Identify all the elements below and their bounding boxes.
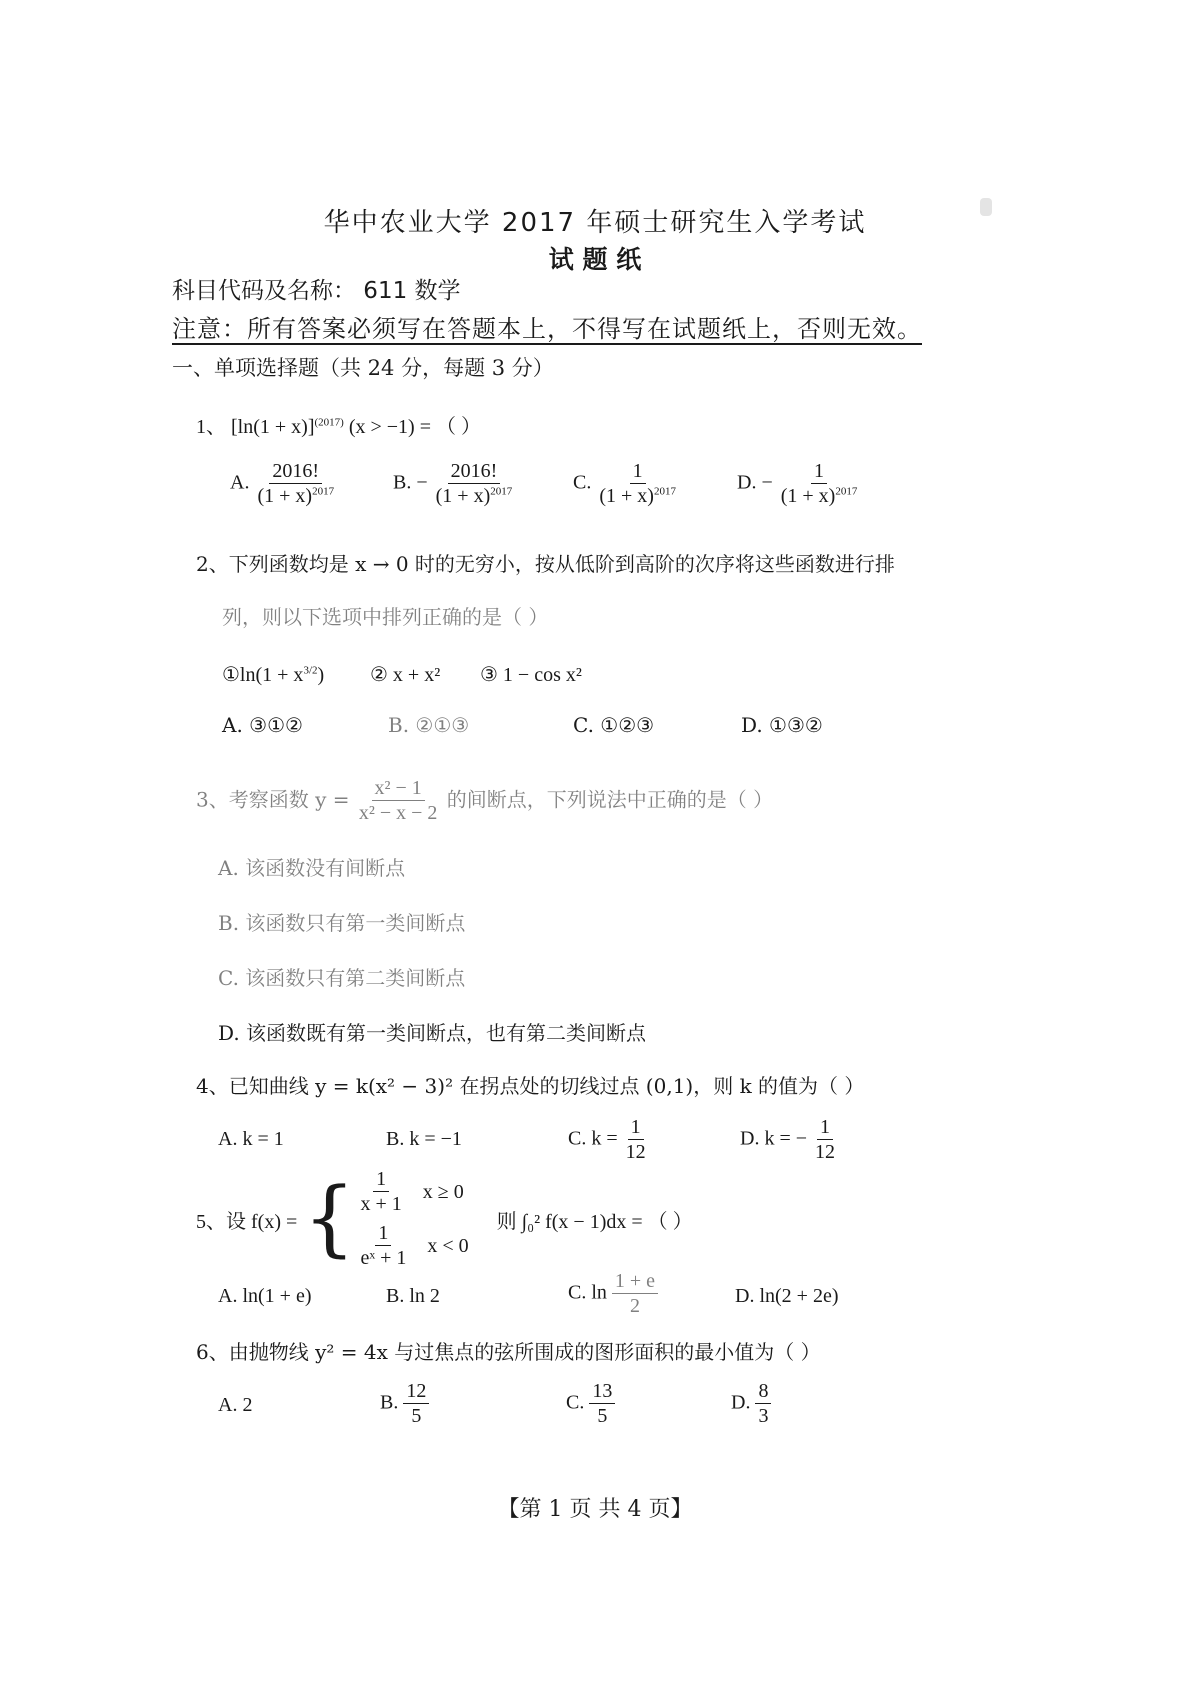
q5-option-c	[568, 1270, 658, 1318]
q5-prefix: 5、设 f(x) =	[196, 1210, 298, 1233]
question-1	[196, 410, 481, 439]
page-footer: 【第 1 页 共 4 页】	[497, 1497, 693, 1522]
q6-option-b	[380, 1380, 429, 1428]
function-exponent: 3/2	[303, 664, 318, 677]
option-label: D.	[731, 1391, 751, 1414]
case-condition: x < 0	[427, 1234, 469, 1257]
case-condition: x ≥ 0	[422, 1180, 464, 1203]
option-label: C.	[573, 471, 592, 494]
exam-subtitle: 试 题 纸	[548, 245, 642, 274]
case-row-1	[357, 1168, 468, 1216]
option-label: A.	[230, 471, 250, 494]
option-label: C.	[566, 1391, 585, 1414]
option-label: B.	[380, 1391, 399, 1414]
q4-option-b: B. k = −1	[386, 1128, 462, 1150]
fraction-denominator: eˣ + 1	[360, 1247, 407, 1269]
q2-function-1	[222, 662, 324, 687]
option-label: C. ln	[568, 1281, 607, 1304]
fraction-numerator: 1	[375, 1222, 391, 1246]
case-row-2	[357, 1222, 468, 1270]
section-heading: 一、单项选择题（共 24 分，每题 3 分）	[172, 356, 554, 380]
fraction-numerator: 1	[373, 1168, 389, 1192]
piecewise-function	[303, 1168, 468, 1270]
fraction-denominator: 12	[815, 1141, 836, 1163]
fraction-numerator: x² − 1	[372, 777, 425, 801]
fraction-denominator: 12	[625, 1141, 646, 1163]
q5-option-a: A. ln(1 + e)	[218, 1285, 312, 1307]
q2-stem-line1: 2、下列函数均是 x → 0 时的无穷小，按从低阶到高阶的次序将这些函数进行排	[196, 552, 895, 576]
q6-option-d	[731, 1380, 771, 1428]
q3-option-b: B. 该函数只有第一类间断点	[218, 911, 466, 935]
q1-option-b	[393, 460, 515, 508]
fraction-denominator: (1 + x)	[780, 485, 836, 507]
option-label: D. k = −	[740, 1127, 808, 1150]
q1-number: 1、	[196, 416, 226, 438]
question-5	[196, 1168, 693, 1270]
q1-option-d	[737, 460, 860, 508]
q6-stem: 6、由抛物线 y² = 4x 与过焦点的弦所围成的图形面积的最小值为（ ）	[196, 1340, 821, 1364]
fraction-numerator: 1	[630, 460, 646, 484]
fraction-denominator: 5	[597, 1405, 608, 1427]
q3-prefix: 3、考察函数 y =	[196, 787, 350, 812]
q1-option-c	[573, 460, 679, 508]
fraction-numerator: 13	[589, 1380, 615, 1404]
denominator-exponent: 2017	[835, 485, 858, 498]
notice-line: 注意：所有答案必须写在答题本上，不得写在试题纸上，否则无效。	[172, 315, 922, 343]
q2-function-2: ② x + x²	[370, 664, 441, 686]
q1-condition: (x > −1) = （ ）	[348, 416, 481, 438]
fraction-numerator: 1 + e	[612, 1270, 658, 1294]
q4-option-d	[740, 1116, 838, 1164]
q2-option-b: B. ②①③	[388, 713, 470, 737]
fraction-numerator: 12	[403, 1380, 429, 1404]
fraction-denominator: 2	[629, 1295, 640, 1317]
q4-option-a: A. k = 1	[218, 1128, 284, 1150]
q5-option-b: B. ln 2	[386, 1285, 440, 1307]
fraction-numerator: 8	[755, 1380, 771, 1404]
exam-title: 华中农业大学 2017 年硕士研究生入学考试	[323, 208, 867, 238]
q1-stem: [ln(1 + x)]	[231, 416, 315, 438]
fraction-denominator: (1 + x)	[257, 485, 313, 507]
q2-option-a: A. ③①②	[222, 713, 303, 737]
q1-exponent: (2017)	[314, 416, 344, 429]
q5-integral: 则 ∫₀² f(x − 1)dx = （ ）	[496, 1210, 693, 1233]
q6-option-c	[566, 1380, 615, 1428]
q2-stem-line2: 列，则以下选项中排列正确的是（ ）	[222, 605, 549, 629]
denominator-exponent: 2017	[490, 485, 513, 498]
fraction-numerator: 1	[628, 1116, 644, 1140]
q3-option-c: C. 该函数只有第二类间断点	[218, 966, 466, 990]
fraction-numerator: 1	[817, 1116, 833, 1140]
fraction-denominator: (1 + x)	[599, 485, 654, 507]
q1-option-a	[230, 460, 337, 508]
denominator-exponent: 2017	[312, 485, 335, 498]
option-label: C. k =	[568, 1127, 618, 1150]
q2-option-d: D. ①③②	[741, 713, 823, 737]
fraction-numerator: 2016!	[269, 460, 322, 484]
q2-function-3: ③ 1 − cos x²	[480, 664, 582, 686]
fraction-denominator: 3	[758, 1405, 769, 1427]
q4-stem: 4、已知曲线 y = k(x² − 3)² 在拐点处的切线过点 (0,1)，则 k 的值为（ ）	[196, 1074, 865, 1098]
q4-option-c	[568, 1116, 649, 1164]
q2-option-c: C. ①②③	[573, 713, 655, 737]
q6-option-a: A. 2	[218, 1394, 253, 1416]
q3-rest: 的间断点，下列说法中正确的是（ ）	[446, 787, 774, 812]
fraction-denominator: x + 1	[360, 1193, 402, 1215]
q3-option-d: D. 该函数既有第一类间断点，也有第二类间断点	[218, 1021, 647, 1045]
fraction-denominator: 5	[411, 1405, 422, 1427]
fraction-numerator: 2016!	[448, 460, 501, 484]
q5-option-d: D. ln(2 + 2e)	[735, 1285, 839, 1307]
question-3	[196, 777, 773, 825]
q3-option-a: A. 该函数没有间断点	[218, 856, 406, 880]
function-expression: ①ln(1 + x	[222, 664, 304, 686]
function-close: )	[317, 664, 325, 686]
left-brace: {	[303, 1171, 356, 1266]
subject-line: 科目代码及名称： 611 数学	[172, 278, 461, 304]
fraction-numerator: 1	[811, 460, 827, 484]
option-label: B. −	[393, 471, 428, 494]
fraction-denominator: (1 + x)	[435, 485, 491, 507]
option-label: D. −	[737, 471, 773, 494]
denominator-exponent: 2017	[653, 485, 676, 498]
fraction-denominator: x² − x − 2	[358, 802, 438, 824]
